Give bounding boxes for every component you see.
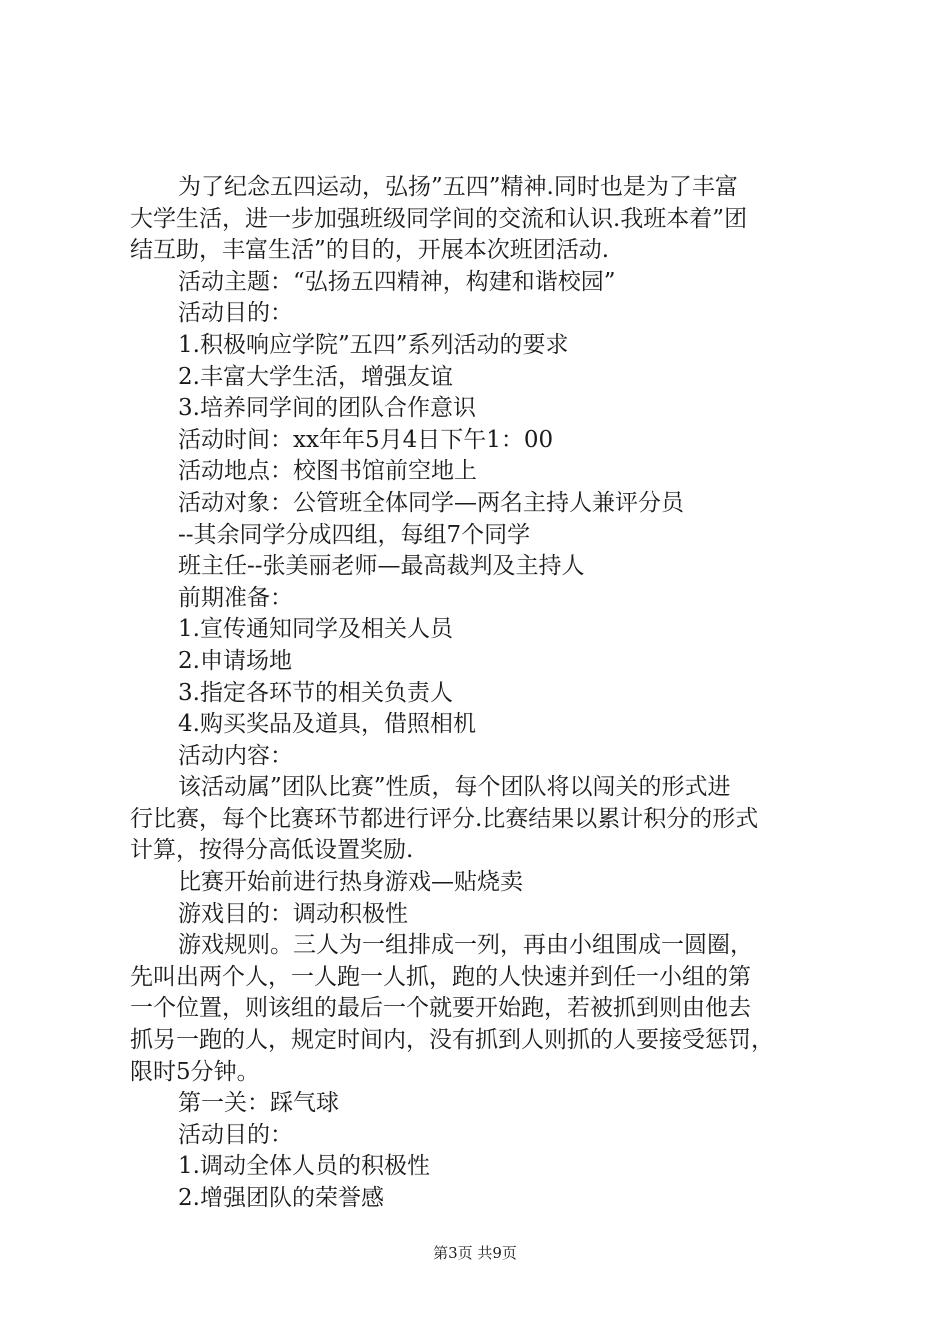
text-line: 一个位置，则该组的最后一个就要开始跑，若被抓到则由他去 [130, 995, 751, 1022]
text-line: 游戏规则。三人为一组排成一列，再由小组围成一圆圈， [178, 932, 753, 959]
text-line: 班主任--张美丽老师—最高裁判及主持人 [178, 553, 585, 580]
text-line: 活动地点：校图书馆前空地上 [178, 458, 477, 485]
text-line: 3.培养同学间的团队合作意识 [178, 395, 476, 422]
text-line: 2.申请场地 [178, 647, 292, 674]
text-line: --其余同学分成四组，每组7个同学 [178, 521, 531, 548]
text-line: 比赛开始前进行热身游戏—贴烧卖 [178, 869, 523, 896]
text-line: 为了纪念五四运动，弘扬”五四”精神.同时也是为了丰富 [178, 174, 738, 200]
text-line: 游戏目的：调动积极性 [178, 900, 408, 927]
text-line: 1.积极响应学院”五四”系列活动的要求 [178, 331, 569, 358]
text-line: 大学生活，进一步加强班级同学间的交流和认识.我班本着”团 [130, 205, 748, 232]
text-line: 活动内容： [178, 742, 293, 769]
text-line: 该活动属”团队比赛”性质，每个团队将以闯关的形式进 [178, 774, 731, 801]
text-line: 限时5分钟。 [130, 1058, 260, 1085]
text-line: 1.调动全体人员的积极性 [178, 1153, 430, 1180]
text-line: 结互助，丰富生活”的目的，开展本次班团活动. [130, 237, 610, 264]
text-line: 行比赛，每个比赛环节都进行评分.比赛结果以累计积分的形式 [130, 805, 759, 832]
text-line: 第一关：踩气球 [178, 1090, 339, 1117]
text-line: 1.宣传通知同学及相关人员 [178, 616, 453, 643]
text-line: 活动时间：xx年年5月4日下午1：00 [178, 426, 554, 453]
text-line: 2.丰富大学生活，增强友谊 [178, 363, 453, 390]
text-line: 2.增强团队的荣誉感 [178, 1185, 384, 1211]
text-line: 活动目的： [178, 300, 293, 327]
text-line: 活动对象：公管班全体同学—两名主持人兼评分员 [178, 489, 684, 516]
text-line: 4.购买奖品及道具，借照相机 [178, 711, 476, 738]
text-line: 活动目的： [178, 1121, 293, 1148]
text-line: 3.指定各环节的相关负责人 [178, 679, 453, 706]
text-line: 抓另一跑的人，规定时间内，没有抓到人则抓的人要接受惩罚， [130, 1027, 774, 1054]
document-body [130, 172, 830, 1215]
page-footer: 第3页 共9页 [433, 1244, 517, 1262]
text-line: 先叫出两个人，一人跑一人抓，跑的人快速并到任一小组的第 [130, 963, 751, 990]
text-line: 前期准备： [178, 584, 293, 611]
text-line: 计算，按得分高低设置奖励. [130, 837, 414, 864]
text-line: 活动主题：“弘扬五四精神，构建和谐校园” [178, 268, 616, 295]
